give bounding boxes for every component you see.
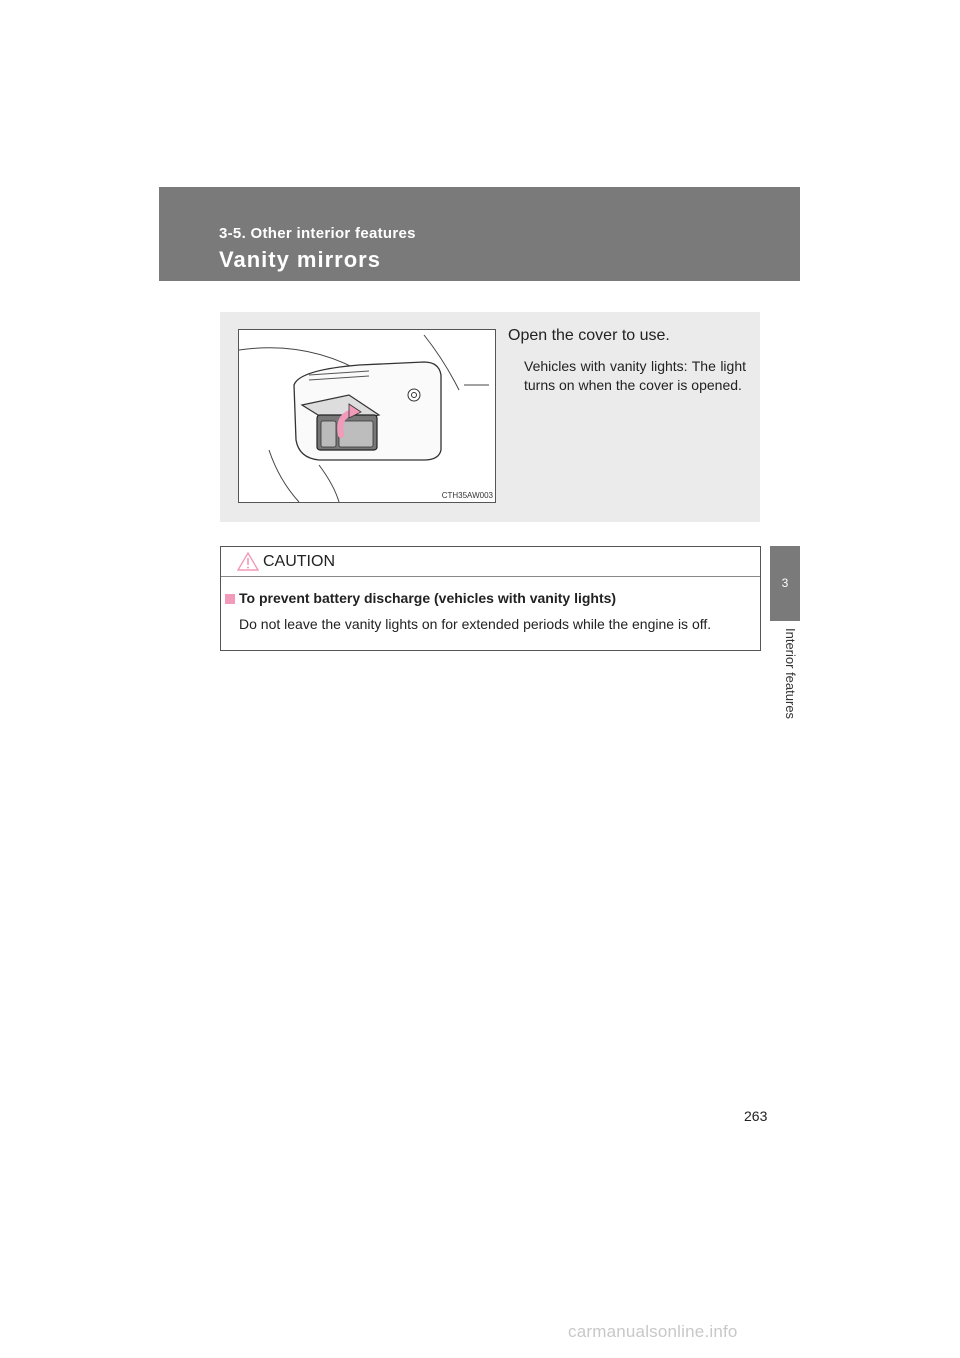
page-title: Vanity mirrors: [219, 247, 381, 272]
instruction-main: Open the cover to use.: [508, 327, 670, 344]
warning-triangle-icon: [237, 552, 259, 576]
instruction-detail: Vehicles with vanity lights: The light turns on when the cover is opened.: [524, 358, 746, 393]
illustration-frame: [238, 329, 496, 503]
caution-item-text: Do not leave the vanity lights on for extended periods while the engine is off.: [239, 616, 712, 632]
section-label: 3-5. Other interior features: [219, 225, 416, 242]
caution-title: CAUTION: [263, 553, 335, 570]
chapter-tab: 3: [770, 546, 800, 621]
header-band: [159, 187, 800, 281]
illustration-code: CTH35AW003: [441, 491, 493, 500]
illustration-panel: [220, 312, 760, 522]
chapter-label: Interior features: [783, 628, 798, 720]
caution-header: [221, 547, 760, 577]
caution-item-title-text: To prevent battery discharge (vehicles with vanity lights): [239, 590, 617, 606]
watermark: carmanualsonline.info: [568, 1322, 738, 1341]
vanity-mirror-illustration: [239, 330, 495, 502]
caution-box: [220, 546, 761, 651]
caution-item-title: [225, 590, 616, 606]
bullet-square-icon: [225, 594, 235, 604]
page-number: 263: [744, 1108, 768, 1124]
